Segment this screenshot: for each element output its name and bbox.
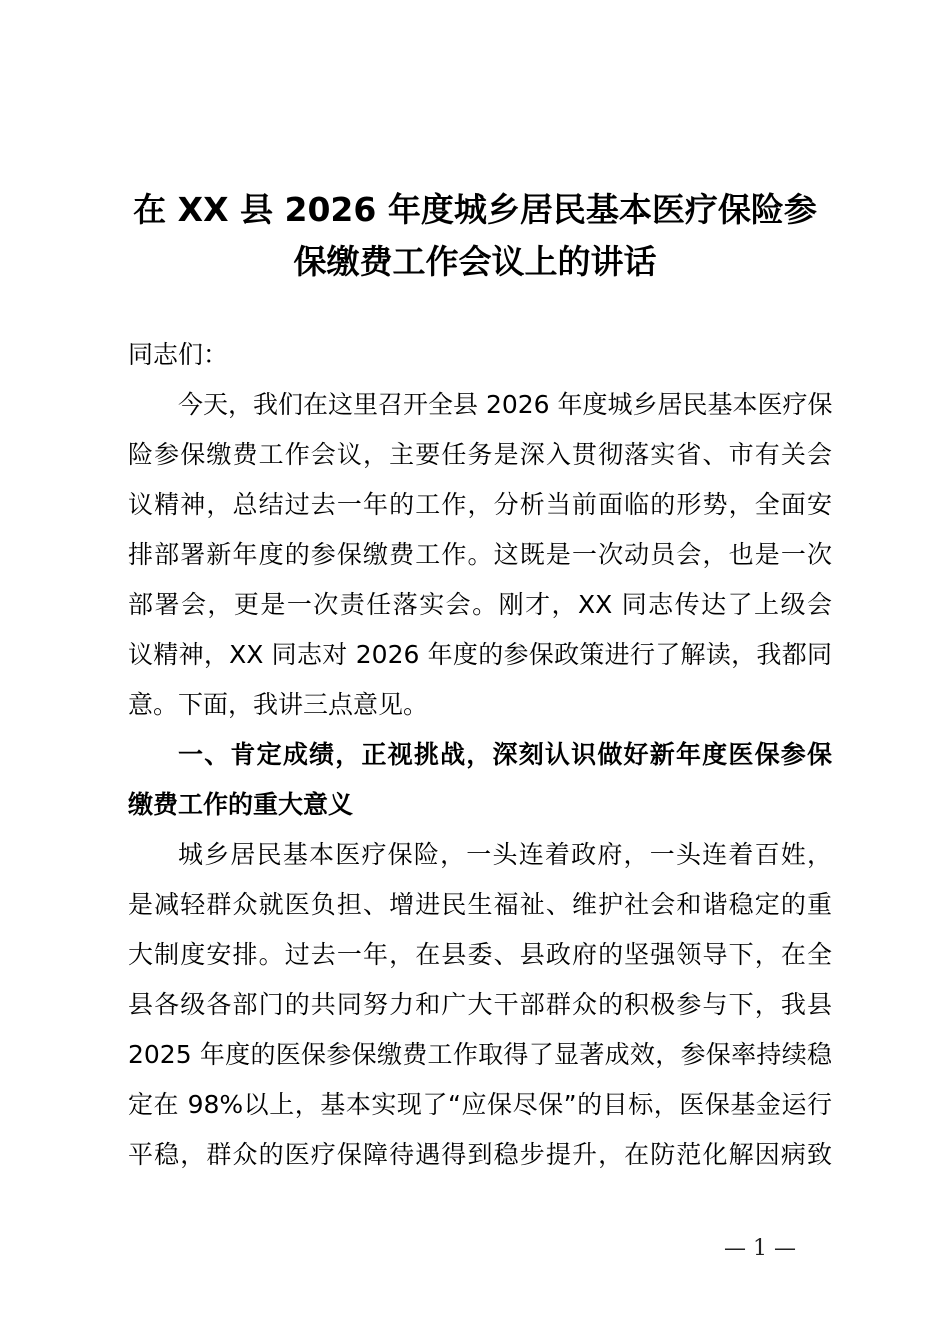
document-title-line-1: 在 XX 县 2026 年度城乡居民基本医疗保险参	[133, 190, 817, 229]
paragraph-2-line-3: 大制度安排。过去一年，在县委、县政府的坚强领导下，在全	[128, 940, 832, 969]
paragraph-1-line-5: 部署会，更是一次责任落实会。刚才，XX 同志传达了上级会	[128, 590, 832, 619]
paragraph-2-line-7: 平稳，群众的医疗保障待遇得到稳步提升，在防范化解因病致	[128, 1140, 832, 1169]
paragraph-1-line-2: 险参保缴费工作会议，主要任务是深入贯彻落实省、市有关会	[128, 440, 832, 469]
paragraph-2-line-5: 2025 年度的医保参保缴费工作取得了显著成效，参保率持续稳	[128, 1040, 832, 1069]
paragraph-1-line-6: 议精神，XX 同志对 2026 年度的参保政策进行了解读，我都同	[128, 640, 832, 669]
document-title-line-2: 保缴费工作会议上的讲话	[293, 242, 657, 281]
paragraph-1-line-3: 议精神，总结过去一年的工作，分析当前面临的形势，全面安	[128, 490, 832, 519]
page-number: — 1 —	[724, 1236, 796, 1261]
paragraph-1-line-7: 意。下面，我讲三点意见。	[128, 690, 429, 719]
paragraph-2-line-1: 城乡居民基本医疗保险，一头连着政府，一头连着百姓，	[178, 840, 832, 869]
salutation: 同志们：	[128, 340, 229, 369]
paragraph-2-line-2: 是减轻群众就医负担、增进民生福祉、维护社会和谐稳定的重	[128, 890, 832, 919]
paragraph-1-line-4: 排部署新年度的参保缴费工作。这既是一次动员会，也是一次	[128, 540, 832, 569]
paragraph-2-line-4: 县各级各部门的共同努力和广大干部群众的积极参与下，我县	[128, 990, 832, 1019]
section-heading-1-line-2: 缴费工作的重大意义	[128, 790, 354, 819]
paragraph-2-line-6: 定在 98%以上，基本实现了“应保尽保”的目标，医保基金运行	[128, 1090, 832, 1119]
section-heading-1-line-1: 一、肯定成绩，正视挑战，深刻认识做好新年度医保参保	[178, 740, 832, 769]
paragraph-1-line-1: 今天，我们在这里召开全县 2026 年度城乡居民基本医疗保	[178, 390, 833, 419]
